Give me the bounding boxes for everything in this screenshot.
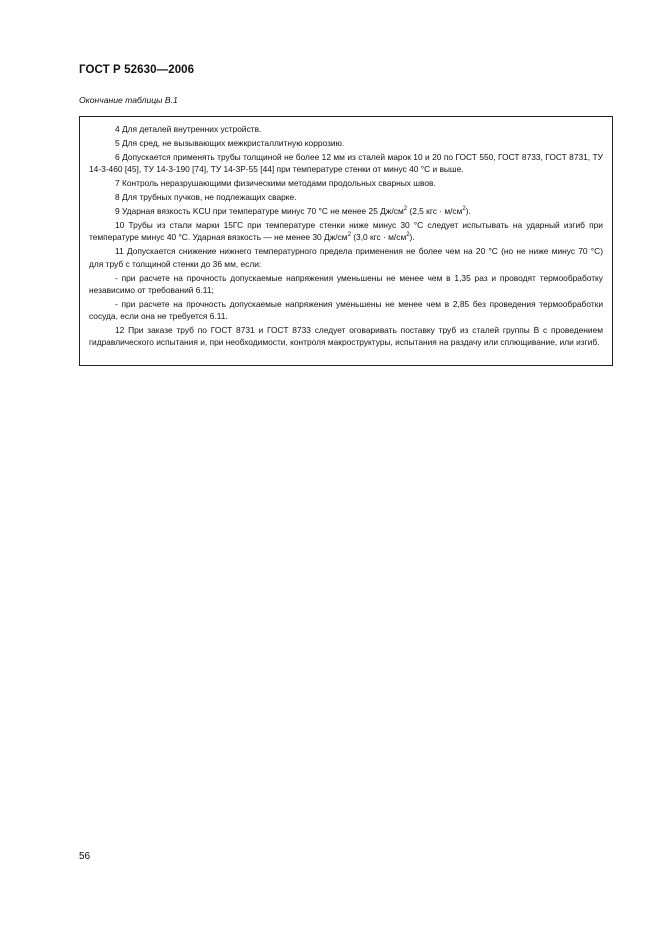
note-11-item-1: - при расчете на прочность допускаемые напряжения уменьшены не менее чем в 1,35 раз и проводят термообработку независимо от требований 6.11; bbox=[89, 272, 603, 295]
note-10-superscript: 2 bbox=[347, 232, 351, 239]
note-10-text: 10 Трубы из стали марки 15ГС при температуре стенки ниже минус 30 °С следует испытывать на ударный изгиб при температуре минус 40 °С. Ударная вязкость — не менее 30 Дж/см bbox=[89, 220, 603, 243]
note-9 bbox=[89, 205, 603, 217]
note-10-text-mid: (3,0 кгс · м/см bbox=[350, 232, 407, 243]
note-4: 4 Для деталей внутренних устройств. bbox=[115, 124, 262, 134]
note-9-text: 9 Ударная вязкость KCU при температуре минус 70 °С не менее 25 Дж/см bbox=[115, 206, 404, 217]
table-notes-box bbox=[79, 116, 613, 366]
note-10 bbox=[89, 219, 603, 243]
page-number: 56 bbox=[79, 851, 91, 862]
table-caption: Окончание таблицы В.1 bbox=[79, 95, 178, 105]
note-8: 8 Для трубных пучков, не подлежащих сварке. bbox=[115, 192, 297, 203]
note-9-text-mid: (2,5 кгс · м/см bbox=[407, 206, 463, 217]
note-12: 12 При заказе труб по ГОСТ 8731 и ГОСТ 8733 следует оговаривать поставку труб из сталей группы В с проведением гидравлического испытания и, при необходимости, контроля макроструктуры, испытания на раздачу или сплющивание, или изгиб. bbox=[89, 325, 603, 348]
note-11: 11 Допускается снижение нижнего температурного предела применения не более чем на 20 °С (но не ниже минус 70 °С) для труб с толщиной стенки до 36 мм, если: bbox=[89, 246, 603, 269]
document-header: ГОСТ Р 52630—2006 bbox=[79, 64, 195, 76]
note-7: 7 Контроль неразрушающими физическими методами продольных сварных швов. bbox=[115, 178, 436, 189]
note-9-superscript-2: 2 bbox=[462, 206, 466, 213]
note-5: 5 Для сред, не вызывающих межкристаллитную коррозию. bbox=[115, 138, 345, 148]
note-6: 6 Допускается применять трубы толщиной не более 12 мм из сталей марок 10 и 20 по ГОСТ 550, ГОСТ 8733, ГОСТ 8731, ТУ 14-3-460 [45], ТУ 14-3-190 [74], ТУ 14-3Р-55 [44] при температуре стенки от минус 40 °С и выше. bbox=[89, 152, 603, 175]
note-10-text-tail: ). bbox=[409, 232, 415, 243]
note-9-text-tail: ). bbox=[465, 206, 471, 217]
note-9-superscript: 2 bbox=[403, 206, 408, 213]
note-10-superscript-2: 2 bbox=[406, 232, 410, 239]
note-11-item-2: - при расчете на прочность допускаемые напряжения уменьшены не менее чем в 2,85 без проведения термообработки сосуда, если она не требуется 6.11. bbox=[89, 298, 603, 322]
